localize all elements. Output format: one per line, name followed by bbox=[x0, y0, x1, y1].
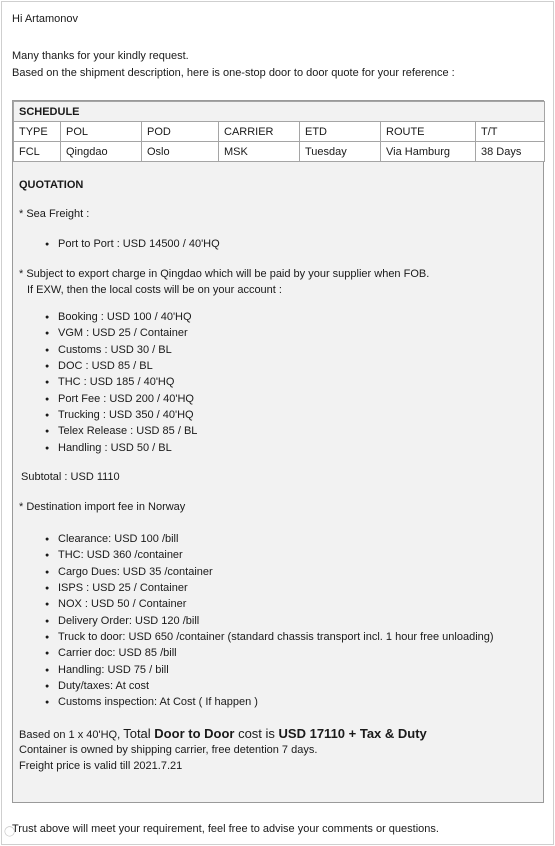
header-cell: T/T bbox=[476, 122, 545, 142]
destination-cost-item: ● Handling: USD 75 / bill bbox=[58, 664, 169, 676]
schedule-table bbox=[13, 101, 545, 162]
total-word: Total bbox=[123, 726, 155, 741]
local-cost-item: ● Booking : USD 100 / 40'HQ bbox=[58, 311, 192, 323]
sea-freight-label: * Sea Freight : bbox=[19, 208, 90, 220]
schedule-title: SCHEDULE bbox=[14, 102, 545, 122]
total-amount: USD 17110 + Tax & Duty bbox=[278, 726, 427, 741]
greeting: Hi Artamonov bbox=[12, 13, 79, 25]
data-cell: Qingdao bbox=[61, 142, 142, 162]
header-cell: TYPE bbox=[14, 122, 61, 142]
total-door-to-door: Door to Door bbox=[154, 726, 235, 741]
local-cost-item: ● Customs : USD 30 / BL bbox=[58, 344, 172, 356]
destination-label: * Destination import fee in Norway bbox=[19, 501, 186, 513]
watermark-icon: ◯ bbox=[4, 826, 16, 837]
intro-line-1: Many thanks for your kindly request. bbox=[12, 50, 189, 62]
destination-cost-item: ● Cargo Dues: USD 35 /container bbox=[58, 566, 213, 578]
destination-cost-item: ● Carrier doc: USD 85 /bill bbox=[58, 647, 177, 659]
export-note-1: * Subject to export charge in Qingdao which will be paid by your supplier when FOB. bbox=[19, 268, 430, 280]
data-cell: Via Hamburg bbox=[381, 142, 476, 162]
total-line bbox=[19, 726, 427, 741]
data-cell: MSK bbox=[219, 142, 300, 162]
total-mid: cost is bbox=[234, 726, 279, 741]
destination-cost-item: ● Customs inspection: At Cost ( If happen ) bbox=[58, 696, 258, 708]
validity-note: Freight price is valid till 2021.7.21 bbox=[19, 760, 183, 772]
header-cell: CARRIER bbox=[219, 122, 300, 142]
local-cost-item: ● Trucking : USD 350 / 40'HQ bbox=[58, 409, 194, 421]
schedule-header-row bbox=[14, 122, 545, 142]
destination-cost-item: ● THC: USD 360 /container bbox=[58, 549, 183, 561]
data-cell: Oslo bbox=[142, 142, 219, 162]
total-prefix: Based on 1 x 40'HQ, bbox=[19, 729, 124, 741]
local-cost-item: ● Handling : USD 50 / BL bbox=[58, 442, 172, 454]
footer-text: Trust above will meet your requirement, feel free to advise your comments or questions. bbox=[12, 823, 439, 835]
local-cost-item: ● THC : USD 185 / 40'HQ bbox=[58, 376, 174, 388]
header-cell: POD bbox=[142, 122, 219, 142]
destination-cost-item: ● Truck to door: USD 650 /container (standard chassis transport incl. 1 hour free unloading) bbox=[58, 631, 494, 643]
quotation-title: QUOTATION bbox=[19, 179, 84, 191]
header-cell: POL bbox=[61, 122, 142, 142]
local-cost-item: ● VGM : USD 25 / Container bbox=[58, 327, 188, 339]
header-cell: ETD bbox=[300, 122, 381, 142]
destination-cost-item: ● Duty/taxes: At cost bbox=[58, 680, 149, 692]
data-cell: Tuesday bbox=[300, 142, 381, 162]
schedule-data-row bbox=[14, 142, 545, 162]
local-cost-item: ● Port Fee : USD 200 / 40'HQ bbox=[58, 393, 194, 405]
destination-cost-item: ● Clearance: USD 100 /bill bbox=[58, 533, 178, 545]
destination-cost-item: ● NOX : USD 50 / Container bbox=[58, 598, 186, 610]
local-cost-item: ● DOC : USD 85 / BL bbox=[58, 360, 153, 372]
sea-freight-item: ● Port to Port : USD 14500 / 40'HQ bbox=[58, 238, 220, 250]
destination-cost-item: ● Delivery Order: USD 120 /bill bbox=[58, 615, 199, 627]
data-cell: FCL bbox=[14, 142, 61, 162]
container-note: Container is owned by shipping carrier, free detention 7 days. bbox=[19, 744, 318, 756]
intro-line-2: Based on the shipment description, here is one-stop door to door quote for your reference : bbox=[12, 67, 455, 79]
local-cost-item: ● Telex Release : USD 85 / BL bbox=[58, 425, 197, 437]
data-cell: 38 Days bbox=[476, 142, 545, 162]
subtotal: Subtotal : USD 1110 bbox=[21, 471, 120, 483]
header-cell: ROUTE bbox=[381, 122, 476, 142]
quote-box bbox=[12, 100, 544, 803]
export-note-2: If EXW, then the local costs will be on your account : bbox=[27, 284, 282, 296]
destination-cost-item: ● ISPS : USD 25 / Container bbox=[58, 582, 188, 594]
